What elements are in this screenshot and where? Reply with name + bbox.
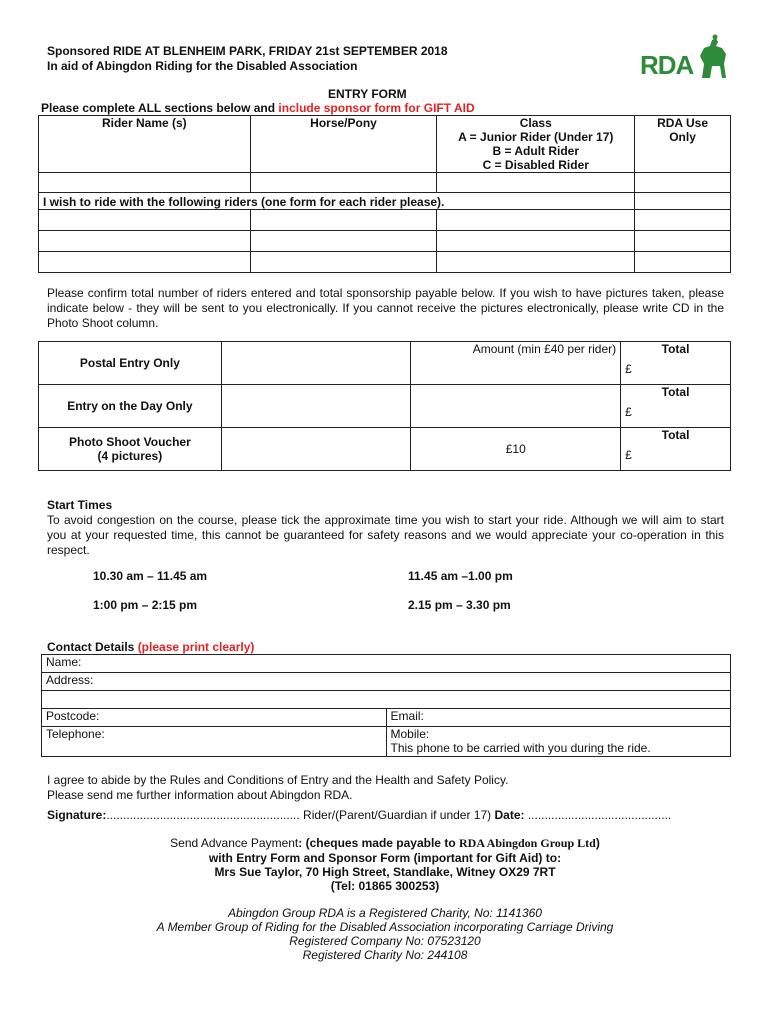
mobile-note: This phone to be carried with you during the ride. [390,741,651,755]
payee-name: RDA Abingdon Group Ltd [458,836,596,850]
closing-paren: ) [595,836,600,850]
class-b: B = Adult Rider [492,144,580,158]
rda-use-line2: Only [669,130,696,144]
footer-company-no: Registered Company No: 07523120 [289,934,481,948]
rider-table [38,115,731,273]
companion-rider-cell[interactable] [39,252,251,273]
payment-line-2: with Entry Form and Sponsor Form (important for Gift Aid) to: [208,851,562,865]
rider-guardian-label: Rider/(Parent/Guardian if under 17) [299,808,495,822]
footer-charity-no: Registered Charity No: 244108 [302,948,468,962]
companion-horse-cell[interactable] [250,210,437,231]
class-header [437,116,635,173]
rider-name-header: Rider Name (s) [39,116,251,173]
send-payment-text: Send Advance Payment [170,836,299,850]
rda-logo [638,34,730,82]
cheques-text: : (cheques made payable to [298,836,459,850]
class-c: C = Disabled Rider [482,158,589,172]
currency-sign: £ [625,448,632,462]
rda-use-cell [635,231,731,252]
rda-use-line1: RDA Use [657,116,708,130]
contact-heading-text: Contact Details [47,640,138,654]
signature-label: Signature: [47,808,107,822]
photo-count-cell[interactable] [221,428,411,471]
companion-class-cell[interactable] [437,210,635,231]
email-field[interactable]: Email: [386,709,730,727]
telephone-field[interactable]: Telephone: [42,727,387,757]
postcode-field[interactable]: Postcode: [42,709,387,727]
postal-entry-label: Postal Entry Only [39,342,222,385]
entry-instruction [41,101,475,115]
companion-horse-cell[interactable] [250,252,437,273]
rda-use-cell [635,210,731,231]
on-day-total-cell[interactable] [621,385,731,428]
currency-sign: £ [625,362,632,376]
mobile-label: Mobile: [390,727,430,741]
time-slot-3[interactable]: 1:00 pm – 2:15 pm [93,598,198,612]
address-line-2-field[interactable] [42,691,731,709]
address-field[interactable]: Address: [42,673,731,691]
contact-heading [47,640,254,654]
agreement-line-1: I agree to abide by the Rules and Conditions of Entry and the Health and Safety Policy. [47,773,509,787]
signature-line[interactable] [47,808,671,822]
postal-riders-cell[interactable] [221,342,411,385]
time-slot-2[interactable]: 11.45 am –1.00 pm [408,569,513,583]
contact-table [41,654,731,757]
total-label: Total [661,385,690,399]
signature-dots: .......................................................... [106,808,300,822]
payment-phone: (Tel: 01865 300253) [330,879,440,893]
confirm-paragraph: Please confirm total number of riders entered and total sponsorship payable below. If you wish to have pictures taken, please indicate below - they will be sent to you electronically. If you cannot receive the pictures electronically, please write CD in the Photo Shoot column. [47,286,724,330]
agreement-line-2: Please send me further information about Abingdon RDA. [47,788,353,802]
photo-voucher-line2: (4 pictures) [97,449,163,463]
on-day-riders-cell[interactable] [221,385,411,428]
postal-total-cell[interactable] [621,342,731,385]
contact-print-note: (please print clearly) [137,640,255,654]
payment-table [38,341,731,471]
photo-price: £10 [411,428,621,471]
instruction-text: Please complete ALL sections below and [41,101,279,115]
total-label: Total [661,342,690,356]
payment-line-1 [0,836,770,851]
companion-class-cell[interactable] [437,252,635,273]
footer-charity: Abingdon Group RDA is a Registered Charity, No: 1141360 [228,906,542,920]
horse-rider-icon [696,34,730,82]
form-title: Sponsored RIDE AT BLENHEIM PARK, FRIDAY 21st SEPTEMBER 2018 [47,44,448,58]
rda-use-cell [635,193,731,210]
companion-horse-cell[interactable] [250,231,437,252]
rda-use-cell [635,252,731,273]
date-label: Date: [494,808,525,822]
horse-pony-cell[interactable] [250,173,437,193]
logo-text: RDA [640,50,694,80]
companion-rider-cell[interactable] [39,210,251,231]
start-times-text: To avoid congestion on the course, please tick the approximate time you wish to start your ride. Although we will aim to start you at your requested time, this cannot be guaranteed for safety reasons and we would appreciate your co-operation in this respect. [47,513,724,557]
time-slot-1[interactable]: 10.30 am – 11.45 am [93,569,208,583]
class-a: A = Junior Rider (Under 17) [458,130,614,144]
class-cell[interactable] [437,173,635,193]
photo-voucher-line1: Photo Shoot Voucher [68,435,191,449]
companion-rider-cell[interactable] [39,231,251,252]
photo-total-cell[interactable] [621,428,731,471]
mobile-field[interactable] [386,727,730,757]
entry-form-heading: ENTRY FORM [328,87,407,101]
horse-pony-header: Horse/Pony [250,116,437,173]
time-slot-4[interactable]: 2.15 pm – 3.30 pm [408,598,511,612]
name-field[interactable]: Name: [42,655,731,673]
rda-use-header [635,116,731,173]
amount-header: Amount (min £40 per rider) [411,342,621,385]
ride-with-label: I wish to ride with the following riders (one form for each rider please). [39,193,635,210]
photo-voucher-label [39,428,222,471]
gift-aid-note: include sponsor form for GIFT AID [278,101,475,115]
companion-class-cell[interactable] [437,231,635,252]
total-label: Total [661,428,690,442]
payment-address: Mrs Sue Taylor, 70 High Street, Standlake, Witney OX29 7RT [214,865,556,879]
form-subtitle: In aid of Abingdon Riding for the Disabled Association [47,59,358,73]
footer-member-group: A Member Group of Riding for the Disabled Association incorporating Carriage Driving [156,920,614,934]
date-dots: ........................................... [524,808,672,822]
class-title: Class [519,116,552,130]
entry-on-day-label: Entry on the Day Only [39,385,222,428]
currency-sign: £ [625,405,632,419]
start-times-heading: Start Times [47,498,113,512]
rda-use-cell [635,173,731,193]
rider-name-cell[interactable] [39,173,251,193]
on-day-amount-cell[interactable] [411,385,621,428]
